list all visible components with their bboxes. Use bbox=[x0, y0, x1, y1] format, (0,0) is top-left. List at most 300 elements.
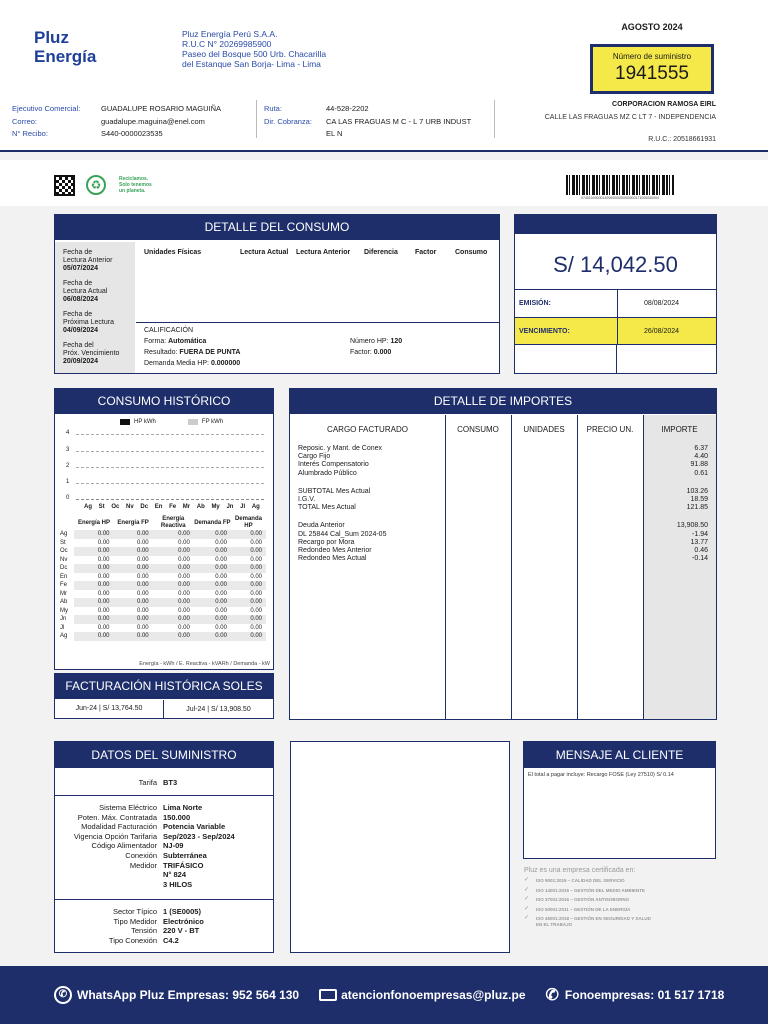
result-value: FUERA DE PUNTA bbox=[179, 349, 241, 356]
charge-row bbox=[298, 531, 708, 539]
history-value: 0.00 bbox=[74, 607, 113, 616]
history-month: Oc bbox=[60, 548, 68, 554]
collection-address-value-2: EL N bbox=[326, 129, 343, 138]
supply-label: Conexión bbox=[125, 850, 157, 860]
charges-group bbox=[298, 445, 708, 478]
hp-count-label: Número HP: bbox=[350, 338, 389, 345]
due-date: 26/08/2024 bbox=[617, 318, 716, 345]
exec-label: Ejecutivo Comercial: bbox=[12, 104, 81, 113]
history-value: 0.00 bbox=[114, 598, 153, 607]
factor-value: 0.000 bbox=[373, 349, 392, 356]
charge-amount: -1.94 bbox=[692, 530, 708, 538]
history-row bbox=[60, 539, 266, 548]
supply-value: 1 (SE0005) bbox=[163, 907, 201, 916]
history-value: 0.00 bbox=[153, 539, 194, 548]
history-value: 0.00 bbox=[153, 590, 194, 599]
history-value: 0.00 bbox=[231, 539, 266, 548]
check-icon: ✓ bbox=[524, 886, 530, 893]
account-info bbox=[12, 103, 221, 141]
certifications bbox=[524, 867, 716, 931]
gridline bbox=[76, 467, 264, 468]
history-value: 0.00 bbox=[114, 624, 153, 633]
charge-amount: 0.61 bbox=[694, 469, 708, 477]
certification-item bbox=[524, 878, 716, 884]
charge-row bbox=[298, 539, 708, 547]
history-value: 0.00 bbox=[74, 624, 113, 633]
certification-item bbox=[524, 897, 716, 903]
charge-label: I.G.V. bbox=[298, 496, 316, 504]
supply-label: Sistema Eléctrico bbox=[99, 803, 157, 812]
check-icon: ✓ bbox=[524, 905, 530, 912]
history-value: 0.00 bbox=[153, 581, 194, 590]
history-month: Mr bbox=[60, 590, 67, 597]
history-value: 0.00 bbox=[153, 556, 194, 565]
route-info bbox=[264, 103, 471, 141]
eco-line-3: un planeta. bbox=[119, 188, 146, 194]
check-icon: ✓ bbox=[524, 896, 530, 902]
history-month: Dc bbox=[60, 565, 68, 571]
charge-label: DL 25844 Cal_Sum 2024-05 bbox=[298, 530, 387, 538]
legend-hp-swatch bbox=[120, 419, 130, 425]
phone-icon: ✆ bbox=[545, 987, 559, 1004]
history-value: 0.00 bbox=[114, 530, 153, 539]
supply-value: Sep/2023 - Sep/2024 bbox=[163, 831, 235, 841]
email-contact[interactable]: atencionfonoempresas@pluz.pe bbox=[341, 988, 526, 1002]
col-charge: CARGO FACTURADO bbox=[327, 425, 408, 434]
charge-label: Redondeo Mes Anterior bbox=[298, 547, 372, 555]
history-value: 0.00 bbox=[153, 615, 194, 624]
date-next-due: Fecha del Próx. Vencimiento 20/09/2024 bbox=[63, 342, 120, 365]
history-value: 0.00 bbox=[74, 564, 113, 573]
charge-amount: 13,908.50 bbox=[676, 522, 708, 530]
blank-panel bbox=[290, 741, 510, 953]
history-value: 0.00 bbox=[74, 556, 113, 565]
collection-address-label: Dir. Cobranza: bbox=[264, 116, 312, 126]
history-value: 0.00 bbox=[194, 590, 231, 599]
charge-row bbox=[298, 496, 708, 504]
history-month: Ag bbox=[60, 531, 68, 537]
supply-label bbox=[55, 880, 163, 890]
billing-history-jul: Jul-24 | S/ 13,908.50 bbox=[186, 705, 251, 713]
y-tick: 3 bbox=[66, 447, 70, 453]
history-value: 0.00 bbox=[153, 530, 194, 539]
route-value: 44-528-2202 bbox=[326, 104, 369, 113]
supply-value: 3 HILOS bbox=[163, 879, 193, 889]
history-month: St bbox=[60, 539, 66, 546]
history-row bbox=[60, 573, 266, 582]
history-value: 0.00 bbox=[114, 556, 153, 565]
company-name: Pluz Energía Perú S.A.A. bbox=[182, 29, 278, 39]
eco-line-2: Solo tenemos bbox=[119, 182, 152, 188]
charge-label: Cargo Fijo bbox=[298, 453, 331, 461]
charge-row bbox=[298, 461, 708, 469]
history-value: 0.00 bbox=[194, 598, 231, 607]
charges-group bbox=[298, 488, 708, 513]
col-energy-hp: Energía HP bbox=[77, 519, 110, 526]
history-value: 0.00 bbox=[153, 632, 194, 641]
history-month: Ag bbox=[60, 633, 68, 639]
charge-amount: 121.85 bbox=[686, 504, 708, 512]
history-row bbox=[60, 547, 266, 556]
certification-text: ISO 45001:2018 – GESTIÓN EN SEGURIDAD Y SALUD EN EL TRABAJO bbox=[536, 916, 651, 927]
charge-amount: 103.26 bbox=[686, 487, 708, 495]
laptop-icon bbox=[319, 989, 337, 1001]
col-units: UNIDADES bbox=[523, 425, 565, 434]
charges-group bbox=[298, 522, 708, 563]
history-value: 0.00 bbox=[231, 590, 266, 599]
form-value: Automática bbox=[168, 338, 207, 345]
history-value: 0.00 bbox=[74, 547, 113, 556]
certifications-title: Pluz es una empresa certificada en: bbox=[524, 867, 636, 874]
history-value: 0.00 bbox=[74, 590, 113, 599]
charge-amount: 0.46 bbox=[694, 547, 708, 555]
history-value: 0.00 bbox=[194, 556, 231, 565]
history-value: 0.00 bbox=[74, 615, 113, 624]
message-header: MENSAJE AL CLIENTE bbox=[523, 741, 716, 768]
supply-value: N° 824 bbox=[163, 870, 187, 880]
history-value: 0.00 bbox=[74, 581, 113, 590]
history-row bbox=[60, 598, 266, 607]
supply-row bbox=[55, 926, 273, 936]
history-table bbox=[60, 516, 266, 641]
charge-row bbox=[298, 453, 708, 461]
check-icon: ✓ bbox=[524, 877, 530, 883]
total-amount: S/ 14,042.50 bbox=[553, 252, 678, 277]
history-row bbox=[60, 581, 266, 590]
history-chart bbox=[60, 428, 270, 518]
history-value: 0.00 bbox=[114, 632, 153, 641]
certification-item bbox=[524, 888, 716, 894]
col-demand-hp: Demanda HP bbox=[234, 516, 262, 529]
eco-message bbox=[119, 176, 152, 194]
col-consumption: CONSUMO bbox=[457, 425, 499, 434]
history-value: 0.00 bbox=[114, 539, 153, 548]
history-month: En bbox=[60, 573, 68, 580]
supply-number-box bbox=[590, 44, 714, 94]
hp-block bbox=[350, 336, 402, 358]
supply-details bbox=[55, 803, 273, 900]
history-value: 0.00 bbox=[74, 632, 113, 641]
supply-value: NJ-09 bbox=[163, 841, 184, 851]
billing-history-row bbox=[55, 700, 273, 718]
charge-label: Redondeo Mes Actual bbox=[298, 555, 367, 563]
form-label: Forma: bbox=[144, 338, 167, 345]
date-prev-reading: Fecha de Lectura Anterior 05/07/2024 bbox=[63, 249, 113, 272]
charges-header: DETALLE DE IMPORTES bbox=[289, 388, 717, 414]
history-footnote: Energía - kWh / E. Reactiva - kVARh / Demanda - kW bbox=[139, 661, 270, 667]
logo-line1: Pluz bbox=[34, 28, 69, 47]
y-tick: 1 bbox=[66, 479, 70, 485]
issue-label: EMISIÓN: bbox=[519, 300, 551, 307]
supply-row bbox=[55, 803, 273, 813]
history-value: 0.00 bbox=[194, 632, 231, 641]
barcode bbox=[566, 175, 674, 195]
history-value: 0.00 bbox=[231, 556, 266, 565]
qualification-block bbox=[144, 325, 240, 369]
supply-row bbox=[55, 832, 273, 842]
total-divider bbox=[616, 345, 617, 373]
month-axis: Ag St Oc Nv Dc En Fe Mr Ab My Jn Jl Ag bbox=[84, 504, 260, 510]
history-row bbox=[60, 632, 266, 641]
billing-period: AGOSTO 2024 bbox=[621, 22, 683, 32]
exec-value: GUADALUPE ROSARIO MAGUIÑA bbox=[101, 104, 222, 113]
charge-row bbox=[298, 445, 708, 453]
supply-value: Potencia Variable bbox=[163, 822, 226, 832]
history-row bbox=[60, 564, 266, 573]
history-month: Fe bbox=[60, 582, 68, 588]
history-header: CONSUMO HISTÓRICO bbox=[54, 388, 274, 414]
history-value: 0.00 bbox=[114, 547, 153, 556]
eco-line-1: Reciclamos. bbox=[119, 176, 149, 182]
supply-label: Vigencia Opción Tarifaria bbox=[73, 831, 157, 841]
receipt-value: S440-0000023535 bbox=[101, 129, 163, 138]
supply-value: 150.000 bbox=[163, 812, 191, 822]
history-value: 0.00 bbox=[231, 564, 266, 573]
charge-row bbox=[298, 488, 708, 496]
supply-data-header: DATOS DEL SUMINISTRO bbox=[54, 741, 274, 768]
supply-row bbox=[55, 907, 273, 917]
supply-row bbox=[55, 851, 273, 861]
supply-row bbox=[55, 841, 273, 851]
issue-row bbox=[515, 289, 716, 317]
history-value: 0.00 bbox=[231, 547, 266, 556]
phone-contact[interactable]: Fonoempresas: 01 517 1718 bbox=[564, 988, 725, 1002]
history-value: 0.00 bbox=[153, 598, 194, 607]
supply-label: Sector Típico bbox=[112, 907, 157, 916]
charges-list bbox=[298, 445, 708, 573]
history-value: 0.00 bbox=[231, 598, 266, 607]
charge-amount: 6.37 bbox=[694, 445, 708, 452]
charge-amount: -0.14 bbox=[692, 555, 708, 563]
history-value: 0.00 bbox=[74, 530, 113, 539]
supply-label bbox=[55, 870, 163, 880]
whatsapp-icon: ✆ bbox=[54, 986, 72, 1004]
history-value: 0.00 bbox=[74, 598, 113, 607]
history-value: 0.00 bbox=[194, 615, 231, 624]
demand-label: Demanda Media HP: bbox=[144, 360, 209, 367]
history-value: 0.00 bbox=[231, 573, 266, 582]
supply-row bbox=[55, 813, 273, 823]
date-current-reading: Fecha de Lectura Actual 06/08/2024 bbox=[63, 280, 108, 303]
footer bbox=[0, 966, 768, 1024]
supply-number-label: Número de suministro bbox=[612, 52, 692, 61]
calif-divider bbox=[136, 322, 500, 323]
vertical-divider bbox=[256, 100, 257, 138]
whatsapp-contact[interactable]: WhatsApp Pluz Empresas: 952 564 130 bbox=[77, 988, 300, 1002]
email-label: Correo: bbox=[12, 116, 38, 126]
receipt-label: N° Recibo: bbox=[12, 129, 48, 138]
factor-label: Factor: bbox=[350, 349, 372, 356]
charge-label: TOTAL Mes Actual bbox=[298, 504, 356, 512]
due-row bbox=[515, 317, 716, 345]
charge-label: Interés Compensatorio bbox=[298, 461, 369, 469]
tariff-label: Tarifa bbox=[138, 778, 157, 787]
supply-number: 1941555 bbox=[615, 63, 689, 84]
charge-amount: 91.88 bbox=[690, 461, 708, 469]
gridline bbox=[76, 434, 264, 435]
certification-text: ISO 9001:2015 – CALIDAD DEL SERVICIO bbox=[536, 878, 625, 883]
supply-label: Código Alimentador bbox=[91, 841, 157, 851]
qualification-title: CALIFICACIÓN bbox=[144, 327, 194, 334]
charge-label: Alumbrado Público bbox=[298, 469, 357, 477]
supply-row bbox=[55, 870, 273, 880]
col-difference: Diferencia bbox=[364, 249, 398, 256]
history-value: 0.00 bbox=[74, 539, 113, 548]
col-prev-reading: Lectura Anterior bbox=[296, 249, 351, 256]
tariff-row bbox=[55, 770, 273, 796]
consumption-columns bbox=[144, 249, 494, 256]
col-demand-fp: Demanda FP bbox=[194, 519, 231, 526]
supply-row bbox=[55, 917, 273, 927]
history-value: 0.00 bbox=[194, 539, 231, 548]
history-value: 0.00 bbox=[194, 581, 231, 590]
col-reactive: Energía Reactiva bbox=[160, 516, 186, 529]
history-row bbox=[60, 607, 266, 616]
supply-label: Tipo Medidor bbox=[113, 916, 157, 926]
customer-address: CALLE LAS FRAGUAS MZ C LT 7 - INDEPENDENCIA bbox=[544, 114, 716, 121]
total-panel-header bbox=[514, 214, 717, 234]
history-value: 0.00 bbox=[153, 547, 194, 556]
logo bbox=[34, 28, 96, 66]
supply-row bbox=[55, 880, 273, 890]
demand-value: 0.000000 bbox=[210, 360, 241, 367]
history-value: 0.00 bbox=[231, 530, 266, 539]
history-row bbox=[60, 530, 266, 539]
certification-text: ISO 50001:2011 – GESTIÓN DE LA ENERGÍA bbox=[536, 906, 631, 912]
history-row bbox=[60, 615, 266, 624]
certification-item bbox=[524, 907, 716, 913]
company-info bbox=[182, 29, 326, 69]
history-row bbox=[60, 590, 266, 599]
col-factor: Factor bbox=[415, 249, 437, 256]
history-value: 0.00 bbox=[153, 564, 194, 573]
history-value: 0.00 bbox=[194, 607, 231, 616]
history-value: 0.00 bbox=[231, 632, 266, 641]
charge-label: Deuda Anterior bbox=[298, 522, 345, 530]
gridline bbox=[76, 451, 264, 452]
history-value: 0.00 bbox=[231, 607, 266, 616]
history-value: 0.00 bbox=[153, 624, 194, 633]
history-value: 0.00 bbox=[231, 624, 266, 633]
legend-fp: FP kWh bbox=[201, 419, 224, 425]
charge-label: SUBTOTAL Mes Actual bbox=[298, 487, 371, 495]
history-value: 0.00 bbox=[194, 624, 231, 633]
chart-legend bbox=[120, 419, 223, 425]
supply-value: TRIFÁSICO bbox=[163, 860, 204, 870]
supply-value: C4.2 bbox=[163, 935, 179, 945]
barcode-text: 0740100000014000000000000000171000000004 bbox=[581, 196, 659, 200]
charge-row bbox=[298, 470, 708, 478]
issue-date: 08/08/2024 bbox=[617, 290, 716, 318]
supply-row bbox=[55, 822, 273, 832]
billing-history-header: FACTURACIÓN HISTÓRICA SOLES bbox=[54, 673, 274, 699]
history-value: 0.00 bbox=[231, 615, 266, 624]
company-address-2: del Estanque San Borja- Lima - Lima bbox=[182, 59, 321, 69]
col-units: Unidades Físicas bbox=[144, 249, 202, 256]
history-value: 0.00 bbox=[194, 573, 231, 582]
history-value: 0.00 bbox=[231, 581, 266, 590]
col-unit-price: PRECIO UN. bbox=[586, 425, 634, 434]
result-label: Resultado: bbox=[144, 349, 178, 356]
supply-value: Lima Norte bbox=[163, 803, 203, 812]
history-value: 0.00 bbox=[114, 607, 153, 616]
history-row bbox=[60, 624, 266, 633]
supply-label: Medidor bbox=[129, 860, 157, 870]
certifications-list bbox=[524, 878, 716, 927]
history-month: Nv bbox=[60, 556, 68, 563]
supply-label: Tensión bbox=[131, 926, 157, 936]
charge-row bbox=[298, 522, 708, 530]
history-value: 0.00 bbox=[194, 547, 231, 556]
legend-hp: HP kWh bbox=[134, 419, 156, 425]
history-value: 0.00 bbox=[114, 581, 153, 590]
charge-label: Reposic. y Mant. de Conex bbox=[298, 445, 383, 452]
supply-value: Electrónico bbox=[163, 916, 204, 926]
history-value: 0.00 bbox=[114, 564, 153, 573]
customer-name: CORPORACION RAMOSA EIRL bbox=[612, 101, 716, 108]
history-month: Jn bbox=[60, 616, 67, 622]
charge-amount: 18.59 bbox=[690, 496, 708, 504]
route-label: Ruta: bbox=[264, 104, 282, 113]
history-month: My bbox=[60, 607, 68, 614]
y-tick: 2 bbox=[66, 463, 70, 469]
supply-label: Tipo Conexión bbox=[108, 935, 157, 945]
billing-history-jun: Jun-24 | S/ 13,764.50 bbox=[55, 700, 164, 718]
history-row bbox=[60, 556, 266, 565]
col-consumption: Consumo bbox=[455, 249, 488, 256]
customer-ruc: R.U.C.: 20518661931 bbox=[648, 136, 716, 143]
charges-columns bbox=[290, 425, 716, 434]
email-value: guadalupe.maguina@enel.com bbox=[101, 116, 205, 126]
charge-amount: 4.40 bbox=[694, 453, 708, 461]
charge-row bbox=[298, 547, 708, 555]
history-value: 0.00 bbox=[153, 607, 194, 616]
history-value: 0.00 bbox=[153, 573, 194, 582]
y-tick: 0 bbox=[66, 495, 70, 501]
certification-text: ISO 37001:2016 – GESTIÓN ANTISOBORNO bbox=[536, 897, 630, 902]
history-value: 0.00 bbox=[114, 615, 153, 624]
date-next-reading: Fecha de Próxima Lectura 04/09/2024 bbox=[63, 311, 114, 334]
certification-text: ISO 14001:2015 – GESTIÓN DEL MEDIO AMBIENTE bbox=[536, 887, 646, 893]
qr-code-icon bbox=[54, 175, 75, 196]
supply-value: Subterránea bbox=[163, 850, 207, 860]
charge-row bbox=[298, 555, 708, 563]
collection-address-value: CA LAS FRAGUAS M C - L 7 URB INDUST bbox=[326, 116, 472, 126]
history-value: 0.00 bbox=[114, 573, 153, 582]
certification-item bbox=[524, 916, 716, 927]
history-month: Ab bbox=[60, 599, 68, 605]
supply-row bbox=[55, 936, 273, 946]
legend-fp-swatch bbox=[188, 419, 198, 425]
supply-technical bbox=[55, 907, 273, 945]
due-label: VENCIMIENTO: bbox=[519, 327, 570, 335]
col-current-reading: Lectura Actual bbox=[240, 249, 289, 256]
tariff-value: BT3 bbox=[163, 778, 178, 787]
consumption-detail-header: DETALLE DEL CONSUMO bbox=[54, 214, 500, 240]
message-text: El total a pagar incluye: Recargo FOSE (Ley 27510) S/ 0.14 bbox=[528, 772, 674, 778]
hp-count-value: 120 bbox=[390, 338, 403, 345]
col-amount: IMPORTE bbox=[661, 425, 698, 434]
history-month: Jl bbox=[60, 624, 65, 631]
company-address-1: Paseo del Bosque 500 Urb. Chacarilla bbox=[182, 49, 327, 59]
charge-row bbox=[298, 504, 708, 512]
supply-label: Modalidad Facturación bbox=[81, 822, 157, 832]
history-value: 0.00 bbox=[194, 564, 231, 573]
x-axis bbox=[76, 499, 264, 500]
vertical-divider bbox=[494, 100, 495, 138]
col-energy-fp: Energía FP bbox=[117, 519, 149, 526]
history-value: 0.00 bbox=[114, 590, 153, 599]
